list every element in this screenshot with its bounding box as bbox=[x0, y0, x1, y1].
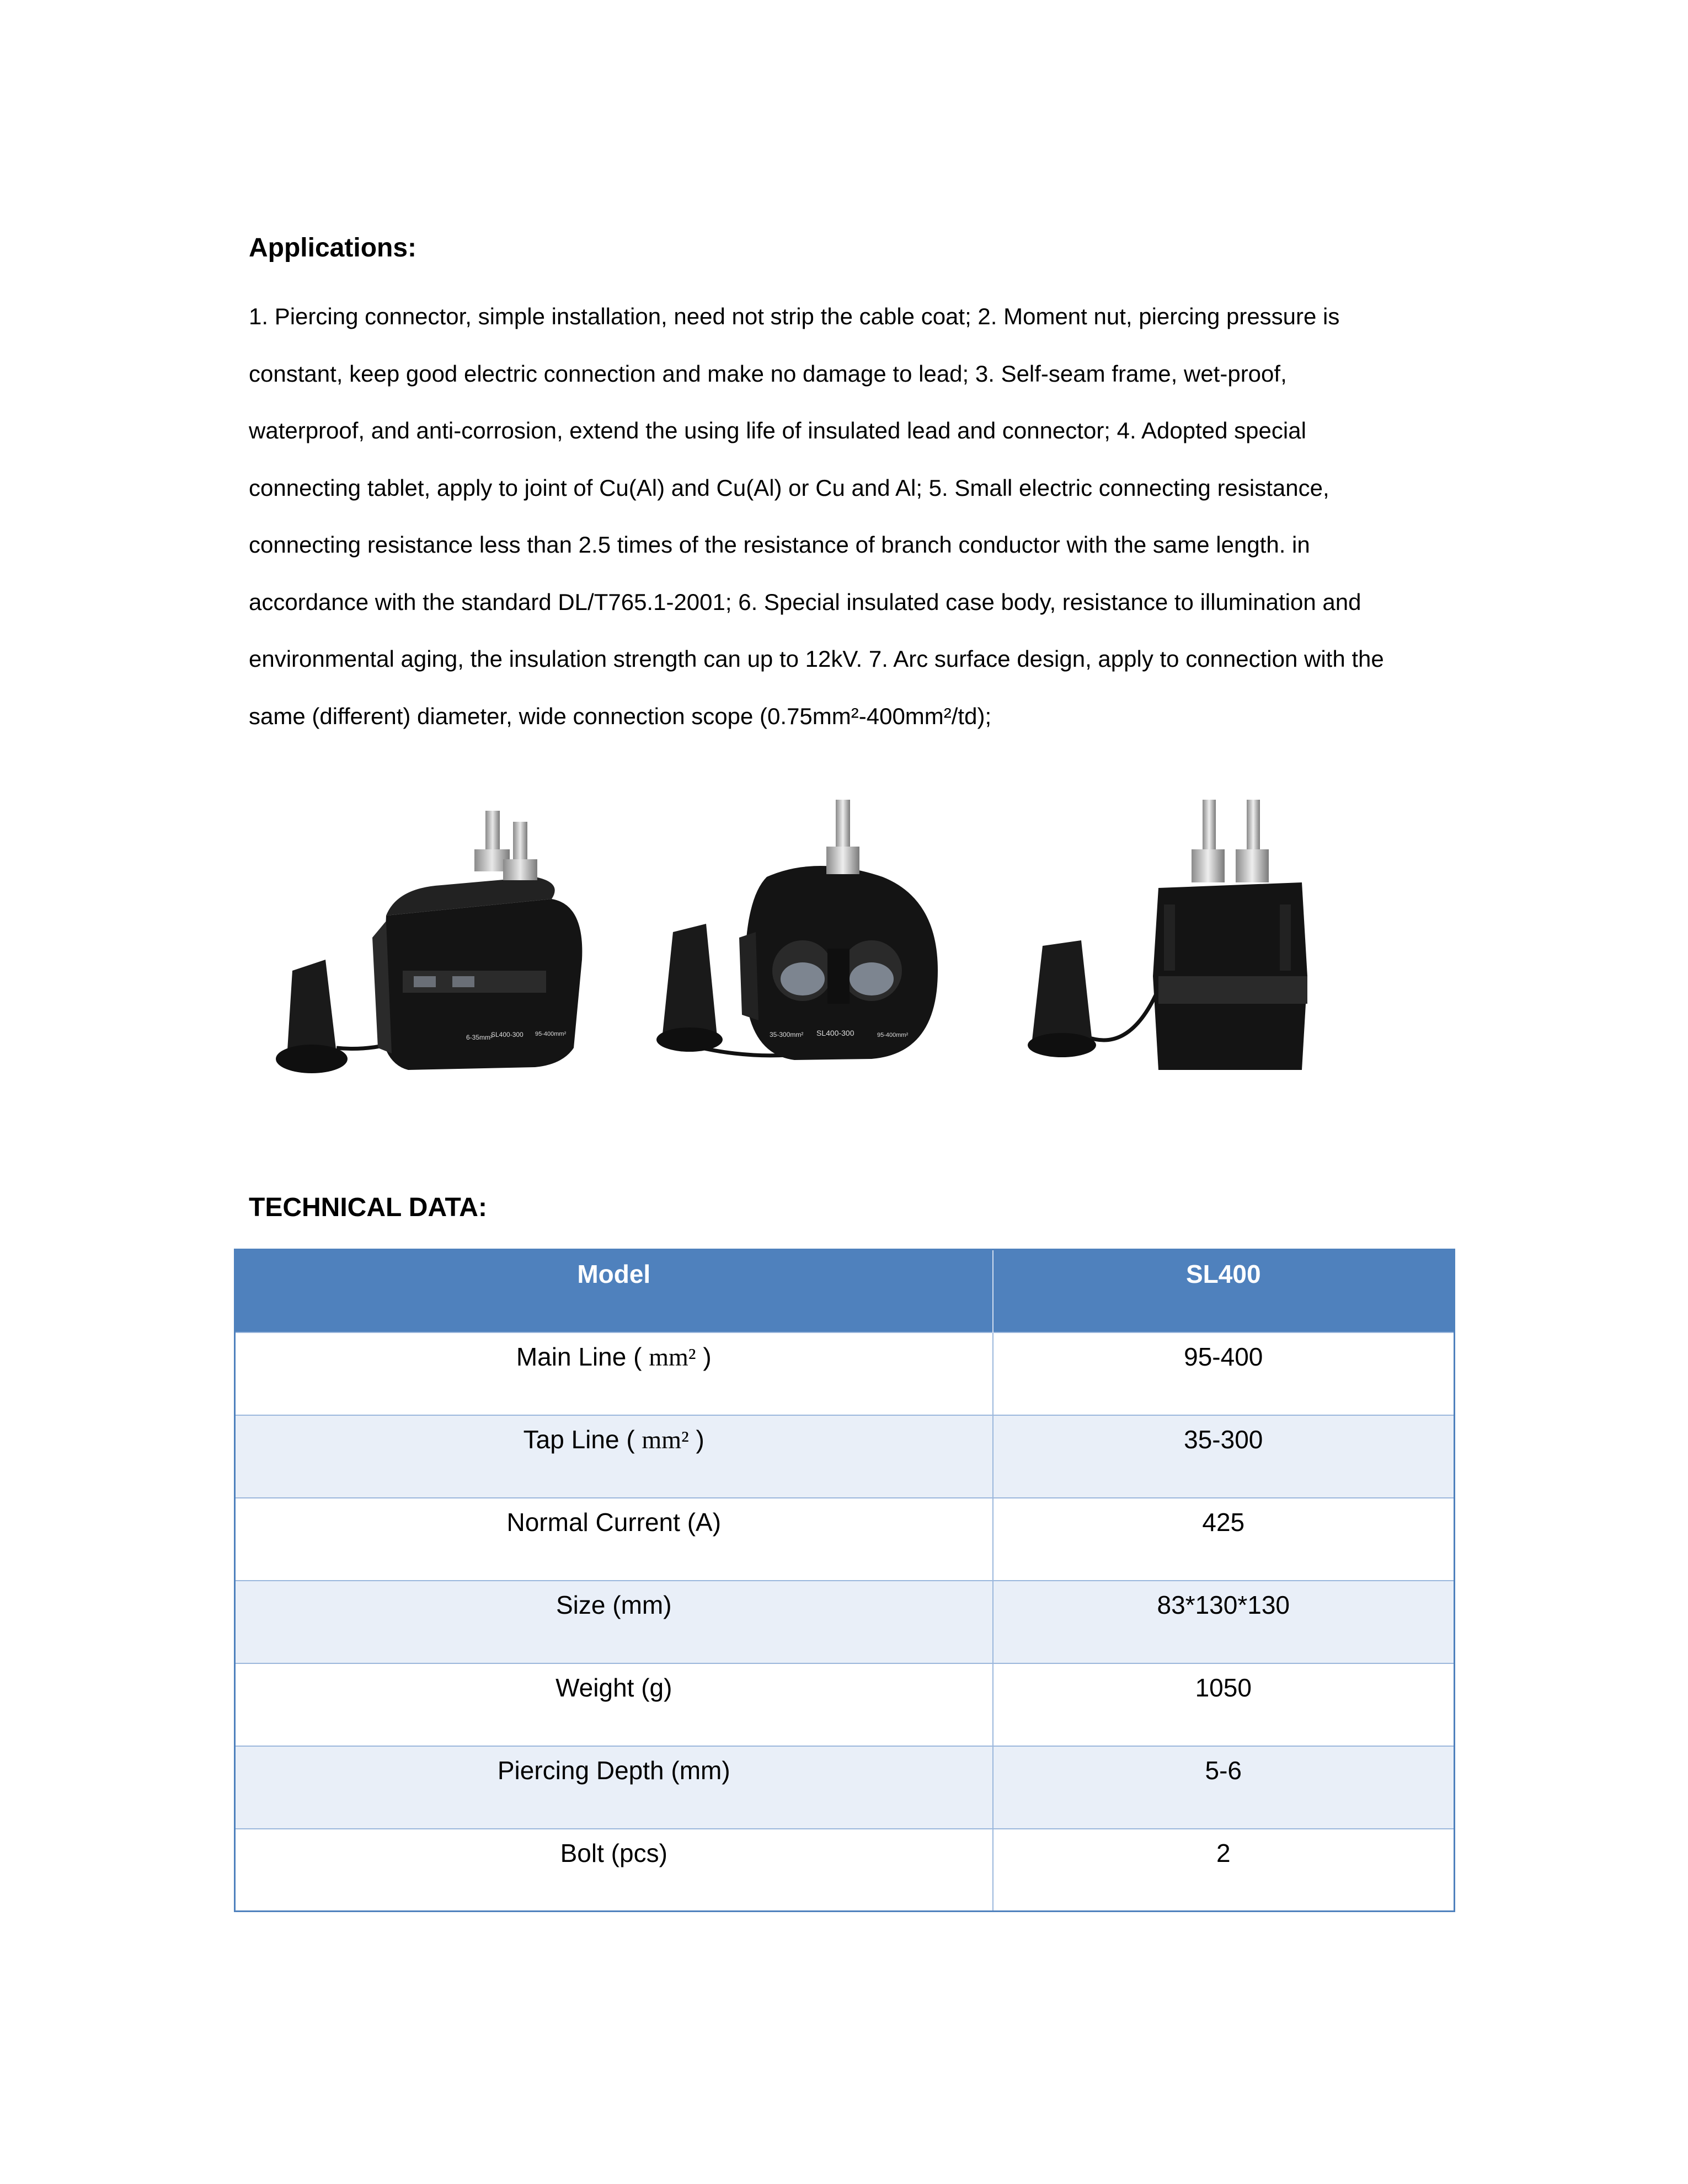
photo2-label-mid: SL400-300 bbox=[816, 1029, 854, 1037]
row-label: Tap Line ( mm² ) bbox=[235, 1415, 993, 1498]
paragraph-line: connecting tablet, apply to joint of Cu(Al) and Cu(Al) or Cu and Al; 5. Small electric connecting resistance, bbox=[249, 474, 1329, 501]
paragraph-line: constant, keep good electric connection and make no damage to lead; 3. Self-seam frame, wet-proof, bbox=[249, 360, 1287, 387]
paragraph-line: environmental aging, the insulation strength can up to 12kV. 7. Arc surface design, apply to connection with the bbox=[249, 646, 1384, 672]
paragraph-line: waterproof, and anti-corrosion, extend the using life of insulated lead and connector; 4. Adopted special bbox=[249, 417, 1306, 443]
photo2-label-right: 95-400mm² bbox=[877, 1032, 909, 1039]
applications-heading: Applications: bbox=[249, 233, 417, 263]
table-row bbox=[235, 1746, 1455, 1829]
photo2-label-left: 35-300mm² bbox=[770, 1031, 804, 1039]
row-value: 2 bbox=[993, 1829, 1455, 1912]
table-row bbox=[235, 1415, 1455, 1498]
table-header-row bbox=[235, 1250, 1455, 1332]
table-row bbox=[235, 1829, 1455, 1912]
row-value: 425 bbox=[993, 1498, 1455, 1581]
connector-photo-front bbox=[651, 794, 960, 1103]
row-label: Normal Current (A) bbox=[235, 1498, 993, 1581]
paragraph-line: 1. Piercing connector, simple installation, need not strip the cable coat; 2. Moment nut, piercing pressure is bbox=[249, 303, 1340, 329]
photo1-label-mid: SL400-300 bbox=[491, 1031, 524, 1039]
paragraph-line: same (different) diameter, wide connection scope (0.75mm²-400mm²/td); bbox=[249, 703, 992, 729]
row-label: Bolt (pcs) bbox=[235, 1829, 993, 1912]
table-row bbox=[235, 1332, 1455, 1415]
technical-data-heading: TECHNICAL DATA: bbox=[249, 1193, 487, 1222]
technical-data-table bbox=[234, 1249, 1455, 1912]
row-label: Weight (g) bbox=[235, 1663, 993, 1746]
photo1-label-right: 95-400mm² bbox=[535, 1031, 567, 1037]
connector-photo-side bbox=[1021, 794, 1340, 1103]
table-row bbox=[235, 1498, 1455, 1581]
paragraph-line: accordance with the standard DL/T765.1-2001; 6. Special insulated case body, resistance to illumination and bbox=[249, 588, 1361, 615]
connector-photo-angled bbox=[276, 794, 596, 1103]
table-row bbox=[235, 1663, 1455, 1746]
row-value: 5-6 bbox=[993, 1746, 1455, 1829]
row-value: 1050 bbox=[993, 1663, 1455, 1746]
photo1-label-left: 6-35mm² bbox=[466, 1034, 493, 1041]
row-value: 83*130*130 bbox=[993, 1581, 1455, 1663]
header-model: Model bbox=[235, 1250, 993, 1332]
row-label: Main Line ( mm² ) bbox=[235, 1332, 993, 1415]
applications-paragraph bbox=[249, 288, 1462, 745]
paragraph-line: connecting resistance less than 2.5 times of the resistance of branch conductor with the same length. in bbox=[249, 532, 1310, 558]
row-value: 95-400 bbox=[993, 1332, 1455, 1415]
table-row bbox=[235, 1581, 1455, 1663]
header-sl400: SL400 bbox=[993, 1250, 1455, 1332]
row-value: 35-300 bbox=[993, 1415, 1455, 1498]
row-label: Size (mm) bbox=[235, 1581, 993, 1663]
row-label: Piercing Depth (mm) bbox=[235, 1746, 993, 1829]
